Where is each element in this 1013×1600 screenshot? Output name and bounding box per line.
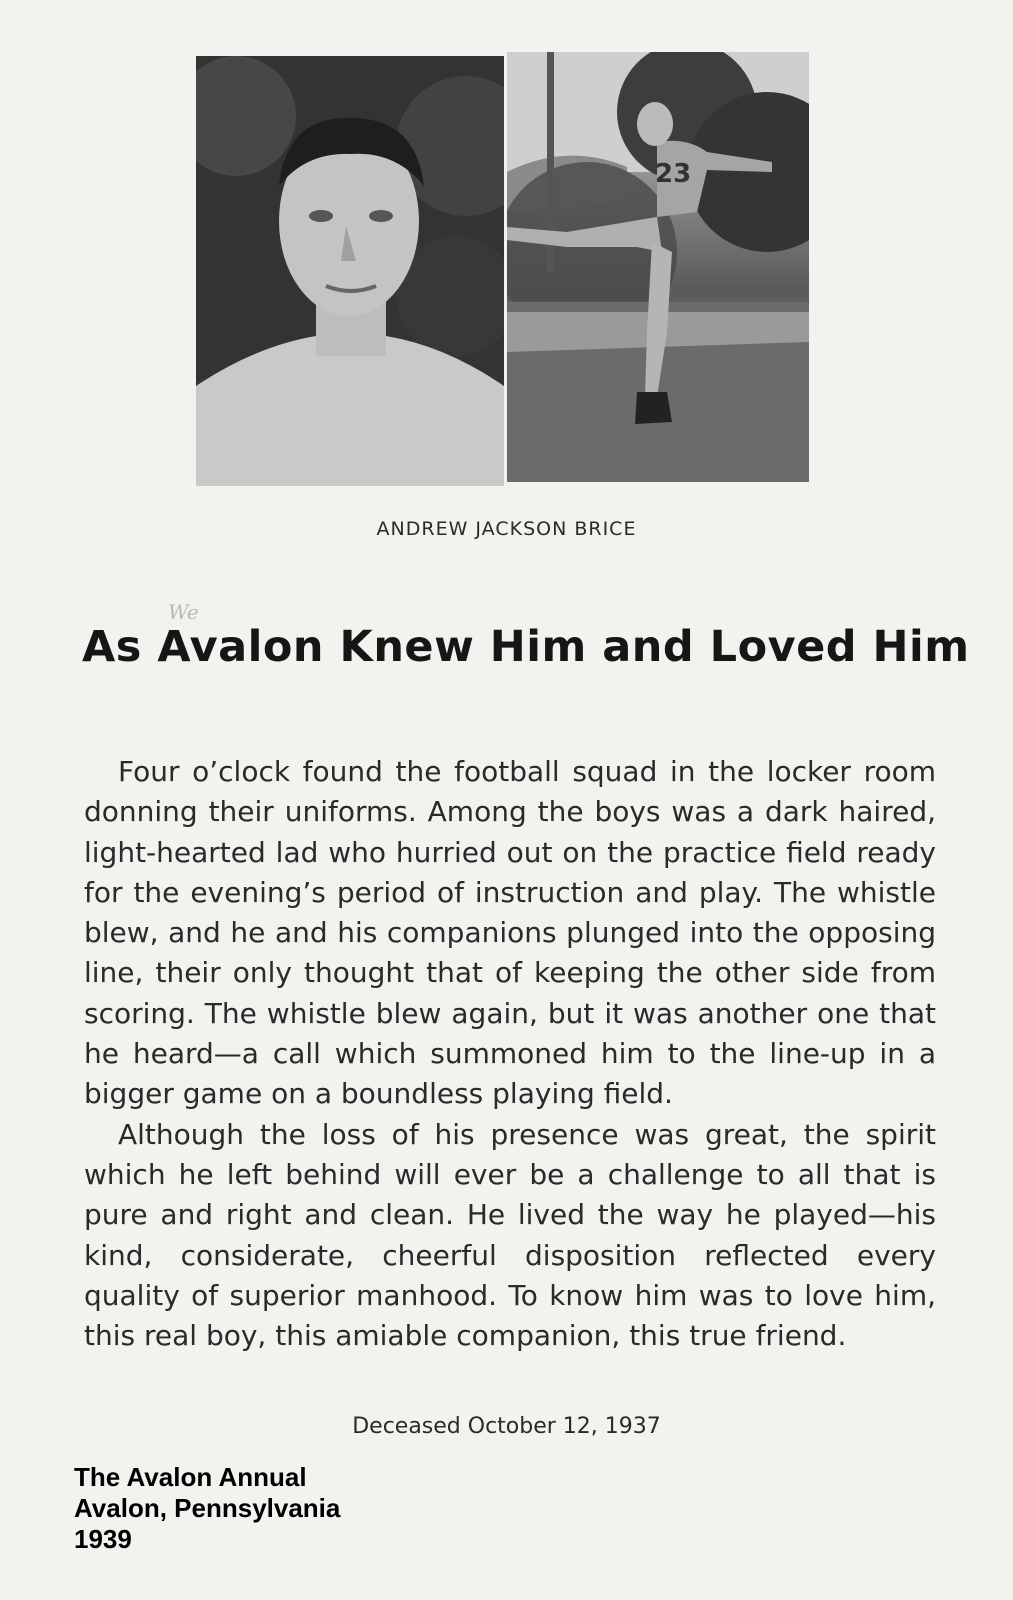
football-kicker-photo [507, 52, 809, 482]
source-title: The Avalon Annual [74, 1462, 307, 1492]
pencil-annotation: We [168, 600, 199, 624]
source-location: Avalon, Pennsylvania [74, 1493, 341, 1523]
deceased-date: Deceased October 12, 1937 [352, 1414, 661, 1439]
portrait-illustration [196, 56, 504, 486]
memorial-text [84, 752, 936, 1356]
portrait-photo [196, 56, 504, 486]
paragraph-1: Four o’clock found the football squad in the locker room donning their uniforms. Among the boys was a dark haired, light-hearted lad who hurried out on the practice field ready for the evening’s period of instruction and play. The whistle blew, and he and his companions plunged into the opposing line, their only thought that of keeping the other side from scoring. The whistle blew again, but it was another one that he heard—a call which summoned him to the line-up in a bigger game on a boundless playing field. [84, 755, 936, 1111]
source-credit [74, 1462, 340, 1555]
jersey-number: 23 [655, 159, 692, 189]
kicker-illustration [507, 52, 809, 482]
photo-caption: ANDREW JACKSON BRICE [376, 518, 637, 540]
page-title: As Avalon Knew Him and Loved Him [82, 622, 970, 672]
source-year: 1939 [74, 1524, 132, 1554]
paragraph-2: Although the loss of his presence was great, the spirit which he left behind will ever be a challenge to all that is pure and right and clean. He lived the way he played—his kind, considerate, cheerful disposition reflected every quality of superior manhood. To know him was to love him, this real boy, this amiable companion, this true friend. [84, 1117, 936, 1353]
